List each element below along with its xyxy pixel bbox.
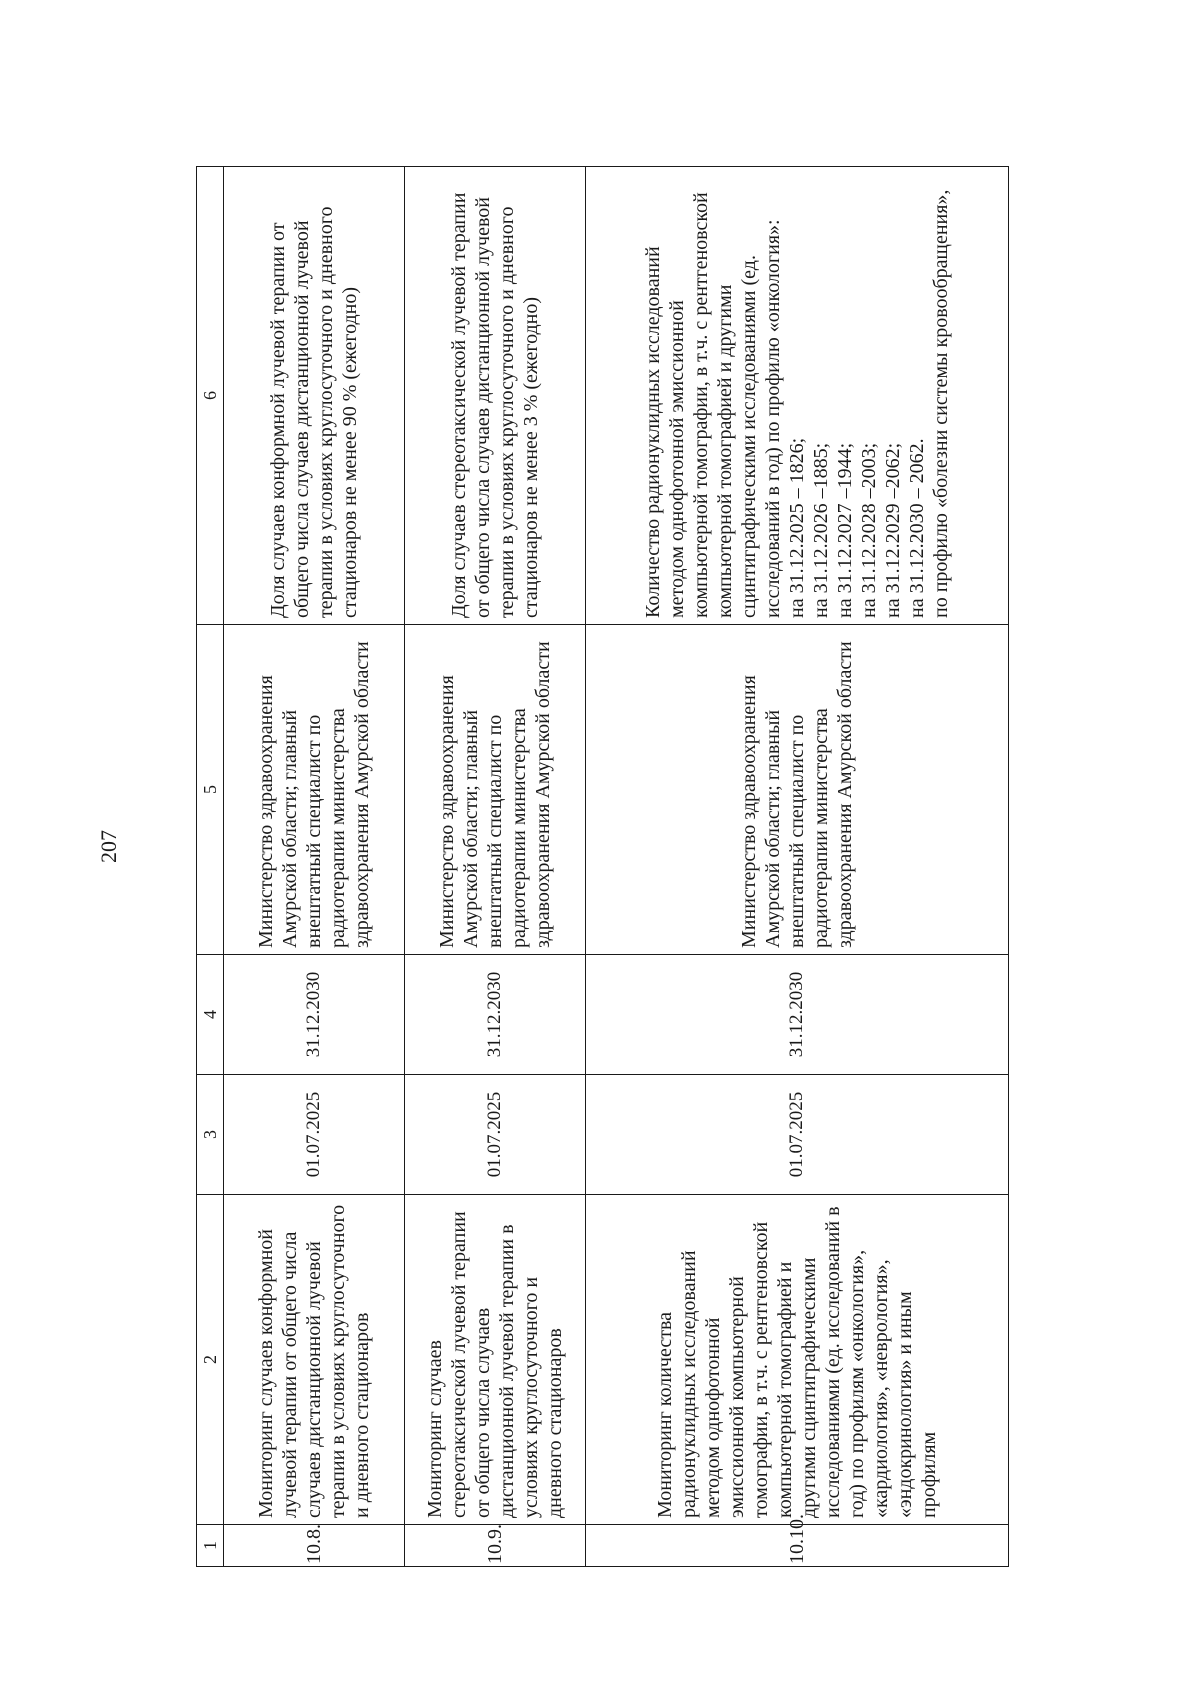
measure-name: Мониторинг количества радионуклидных исследований методом однофотонной эмиссионной компьютерной томографии, в т.ч. с рентгеновской компьютерной томографией и другими сцинтиграфическими исследованиями (ед. исследований в год) по профилям «онкология», «кардиология», «неврология», «эндокринология» и иным профилям [586, 1195, 1009, 1525]
row-number: 10.10. [586, 1525, 1009, 1567]
measures-table-container [196, 167, 1036, 1567]
result-line: на 31.12.2025 – 1826; [786, 437, 808, 618]
result-line: на 31.12.2029 –2062; [882, 442, 904, 618]
expected-result: Доля случаев конформной лучевой терапии от общего числа случаев дистанционной лучевой терапии в условиях круглосуточного и дневного стационаров не менее 90 % (ежегодно) [224, 167, 405, 625]
end-date: 31.12.2030 [586, 955, 1009, 1075]
result-text: Количество радионуклидных исследований методом однофотонной эмиссионной компьютерной томографии, в т.ч. с рентгеновской компьютерной томографией и другими сцинтиграфическими исследованиями (ед. исследований в год) по профилю «онкология»: [642, 192, 784, 618]
result-line: на 31.12.2030 – 2062. [906, 438, 928, 618]
start-date: 01.07.2025 [586, 1075, 1009, 1195]
expected-result [586, 167, 1009, 625]
page-number: 207 [96, 830, 121, 863]
result-line: на 31.12.2026 –1885; [810, 442, 832, 618]
responsible-party: Министерство здравоохранения Амурской области; главный внештатный специалист по радиотерапии министерства здравоохранения Амурской области [405, 625, 586, 955]
row-number: 10.8. [224, 1525, 405, 1567]
table-row [586, 167, 1009, 1567]
table-row [224, 167, 405, 1567]
column-header-1: 1 [197, 1525, 224, 1567]
column-header-3: 3 [197, 1075, 224, 1195]
end-date: 31.12.2030 [224, 955, 405, 1075]
measures-table [196, 166, 1009, 1567]
end-date: 31.12.2030 [405, 955, 586, 1075]
start-date: 01.07.2025 [224, 1075, 405, 1195]
row-number: 10.9. [405, 1525, 586, 1567]
column-header-4: 4 [197, 955, 224, 1075]
measure-name: Мониторинг случаев конформной лучевой терапии от общего числа случаев дистанционной лучевой терапии в условиях круглосуточного и дневного стационаров [224, 1195, 405, 1525]
responsible-party: Министерство здравоохранения Амурской области; главный внештатный специалист по радиотерапии министерства здравоохранения Амурской области [586, 625, 1009, 955]
measure-name: Мониторинг случаев стереотаксической лучевой терапии от общего числа случаев дистанционной лучевой терапии в условиях круглосуточного и дневного стационаров [405, 1195, 586, 1525]
result-line: по профилю «болезни системы кровообращения», [930, 189, 952, 618]
table-header [197, 167, 224, 1567]
column-header-6: 6 [197, 167, 224, 625]
header-row [197, 167, 224, 1567]
column-header-5: 5 [197, 625, 224, 955]
result-line: на 31.12.2028 –2003; [858, 442, 880, 618]
result-line: на 31.12.2027 –1944; [834, 442, 856, 618]
table-row [405, 167, 586, 1567]
expected-result: Доля случаев стереотаксической лучевой терапии от общего числа случаев дистанционной лучевой терапии в условиях круглосуточного и дневного стационаров не менее 3 % (ежегодно) [405, 167, 586, 625]
responsible-party: Министерство здравоохранения Амурской области; главный внештатный специалист по радиотерапии министерства здравоохранения Амурской области [224, 625, 405, 955]
start-date: 01.07.2025 [405, 1075, 586, 1195]
column-header-2: 2 [197, 1195, 224, 1525]
